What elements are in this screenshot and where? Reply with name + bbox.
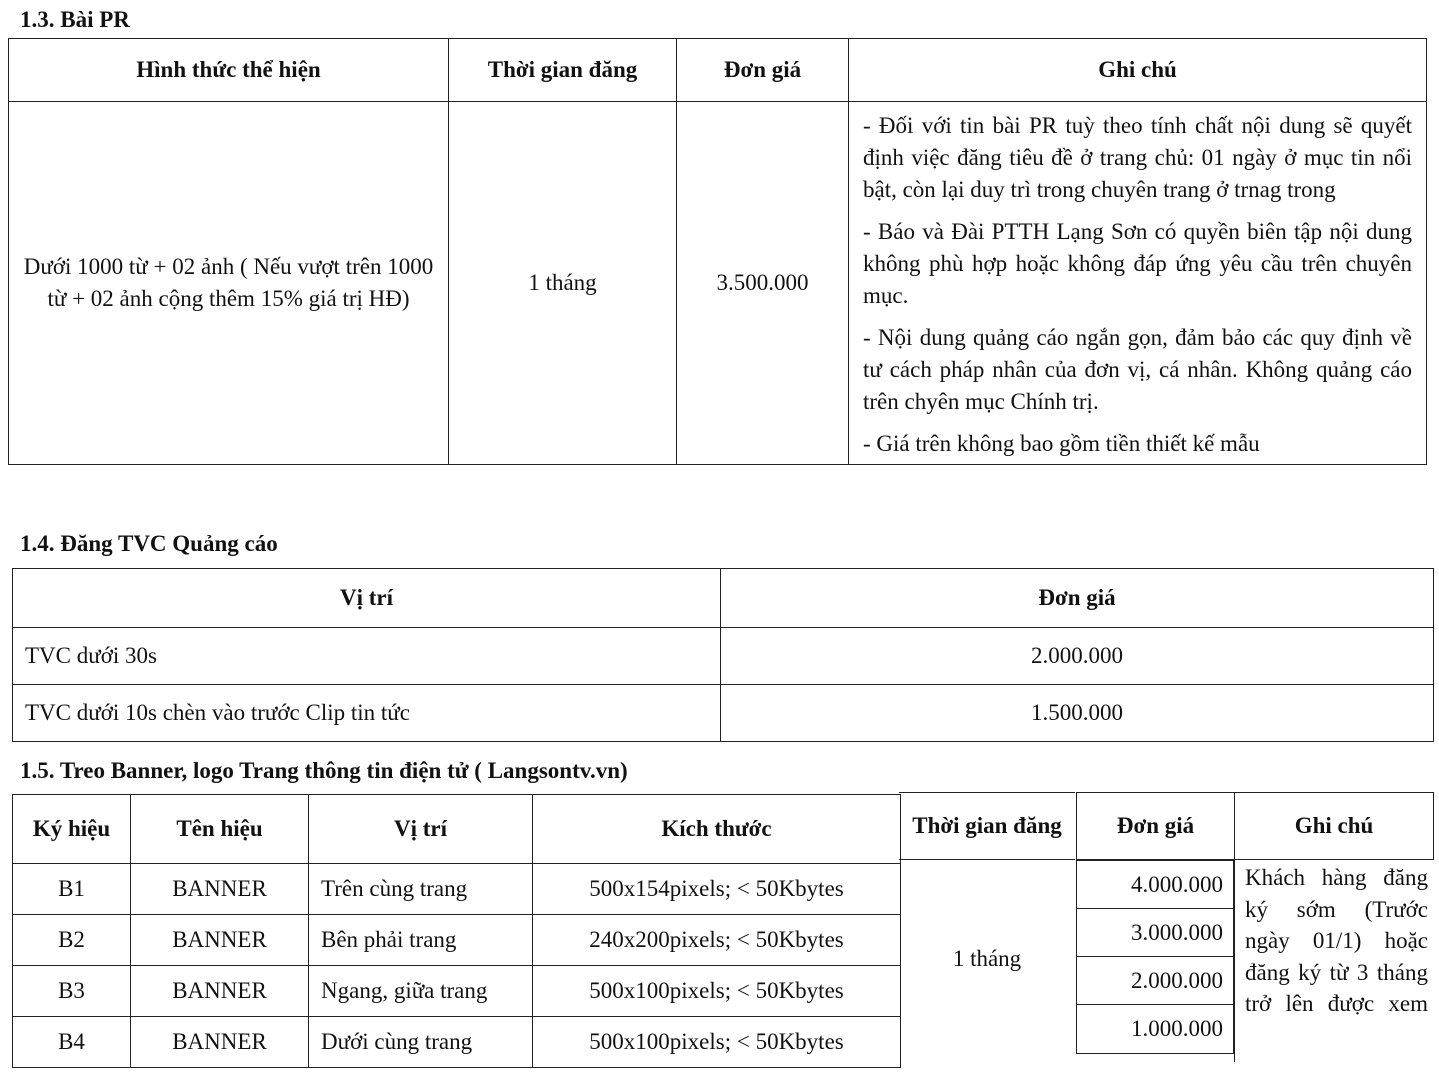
pr-price-table <box>8 38 1427 465</box>
table-row <box>13 628 1434 685</box>
section-1-3-title: 1.3. Bài PR <box>20 7 130 32</box>
banner-code: B1 <box>13 864 131 915</box>
table-row <box>13 915 901 966</box>
tvc-position: TVC dưới 10s chèn vào trước Clip tin tức <box>13 685 721 742</box>
banner-size: 500x100pixels; < 50Kbytes <box>533 966 901 1017</box>
header-price: Đơn giá <box>1076 792 1234 860</box>
table-header-row <box>9 39 1427 102</box>
banner-name: BANNER <box>131 915 309 966</box>
banner-code: B2 <box>13 915 131 966</box>
tvc-price: 2.000.000 <box>721 628 1434 685</box>
section-1-5-title: 1.5. Treo Banner, logo Trang thông tin điện tử ( Langsontv.vn) <box>20 758 628 783</box>
banner-size: 500x100pixels; < 50Kbytes <box>533 1017 901 1068</box>
pr-form: Dưới 1000 từ + 02 ảnh ( Nếu vượt trên 1000 từ + 02 ảnh cộng thêm 15% giá trị HĐ) <box>9 102 449 465</box>
pr-notes <box>849 102 1427 465</box>
banner-price-table <box>12 794 901 1068</box>
header-duration: Thời gian đăng <box>899 792 1075 860</box>
banner-price: 4.000.000 <box>1077 861 1233 909</box>
header-form: Hình thức thể hiện <box>9 39 449 102</box>
pr-price: 3.500.000 <box>677 102 849 465</box>
banner-note: Khách hàng đăng ký sớm (Trước ngày 01/1) hoặc đăng ký từ 3 tháng trở lên được xem <box>1234 860 1434 1062</box>
banner-name: BANNER <box>131 864 309 915</box>
banner-price: 3.000.000 <box>1077 909 1233 957</box>
header-price: Đơn giá <box>721 569 1434 628</box>
header-position: Vị trí <box>309 795 533 864</box>
header-size: Kích thước <box>533 795 901 864</box>
banner-position: Ngang, giữa trang <box>309 966 533 1017</box>
banner-position: Bên phải trang <box>309 915 533 966</box>
note-item: - Báo và Đài PTTH Lạng Sơn có quyền biên tập nội dung không phù hợp hoặc không đáp ứng yêu cầu trên chuyên mục. <box>863 219 1412 308</box>
note-item: - Đối với tin bài PR tuỳ theo tính chất nội dung sẽ quyết định việc đăng tiêu đề ở trang chủ: 01 ngày ở mục tin nổi bật, còn lại duy trì trong chuyên trang ở trnag trong <box>863 113 1412 202</box>
tvc-price-table <box>12 568 1434 742</box>
banner-size: 240x200pixels; < 50Kbytes <box>533 915 901 966</box>
banner-position: Dưới cùng trang <box>309 1017 533 1068</box>
banner-price: 1.000.000 <box>1131 1016 1223 1041</box>
section-1-4-title: 1.4. Đăng TVC Quảng cáo <box>20 531 278 556</box>
banner-price-box <box>1076 860 1234 1054</box>
note-item: - Giá trên không bao gồm tiền thiết kế mẫu <box>863 431 1260 456</box>
banner-duration: 1 tháng <box>952 946 1022 971</box>
table-row <box>13 1017 901 1068</box>
header-name: Tên hiệu <box>131 795 309 864</box>
header-note: Ghi chú <box>849 39 1427 102</box>
banner-price: 2.000.000 <box>1077 957 1233 1005</box>
pr-duration: 1 tháng <box>449 102 677 465</box>
banner-price-column <box>1076 792 1234 1054</box>
banner-code: B4 <box>13 1017 131 1068</box>
header-code: Ký hiệu <box>13 795 131 864</box>
banner-name: BANNER <box>131 966 309 1017</box>
table-row <box>13 864 901 915</box>
tvc-position: TVC dưới 30s <box>13 628 721 685</box>
header-position: Vị trí <box>13 569 721 628</box>
table-header-row <box>13 569 1434 628</box>
table-row <box>13 685 1434 742</box>
header-price: Đơn giá <box>677 39 849 102</box>
banner-name: BANNER <box>131 1017 309 1068</box>
table-row <box>9 102 1427 465</box>
note-item: - Nội dung quảng cáo ngắn gọn, đảm bảo các quy định về tư cách pháp nhân của đơn vị, cá nhân. Không quảng cáo trên chyên mục Chính trị. <box>863 325 1412 414</box>
banner-duration-column <box>899 792 1075 1058</box>
table-header-row <box>13 795 901 864</box>
banner-position: Trên cùng trang <box>309 864 533 915</box>
table-row <box>13 966 901 1017</box>
header-duration: Thời gian đăng <box>449 39 677 102</box>
banner-code: B3 <box>13 966 131 1017</box>
header-note: Ghi chú <box>1234 792 1434 860</box>
tvc-price: 1.500.000 <box>721 685 1434 742</box>
banner-size: 500x154pixels; < 50Kbytes <box>533 864 901 915</box>
banner-note-column <box>1234 792 1434 1062</box>
